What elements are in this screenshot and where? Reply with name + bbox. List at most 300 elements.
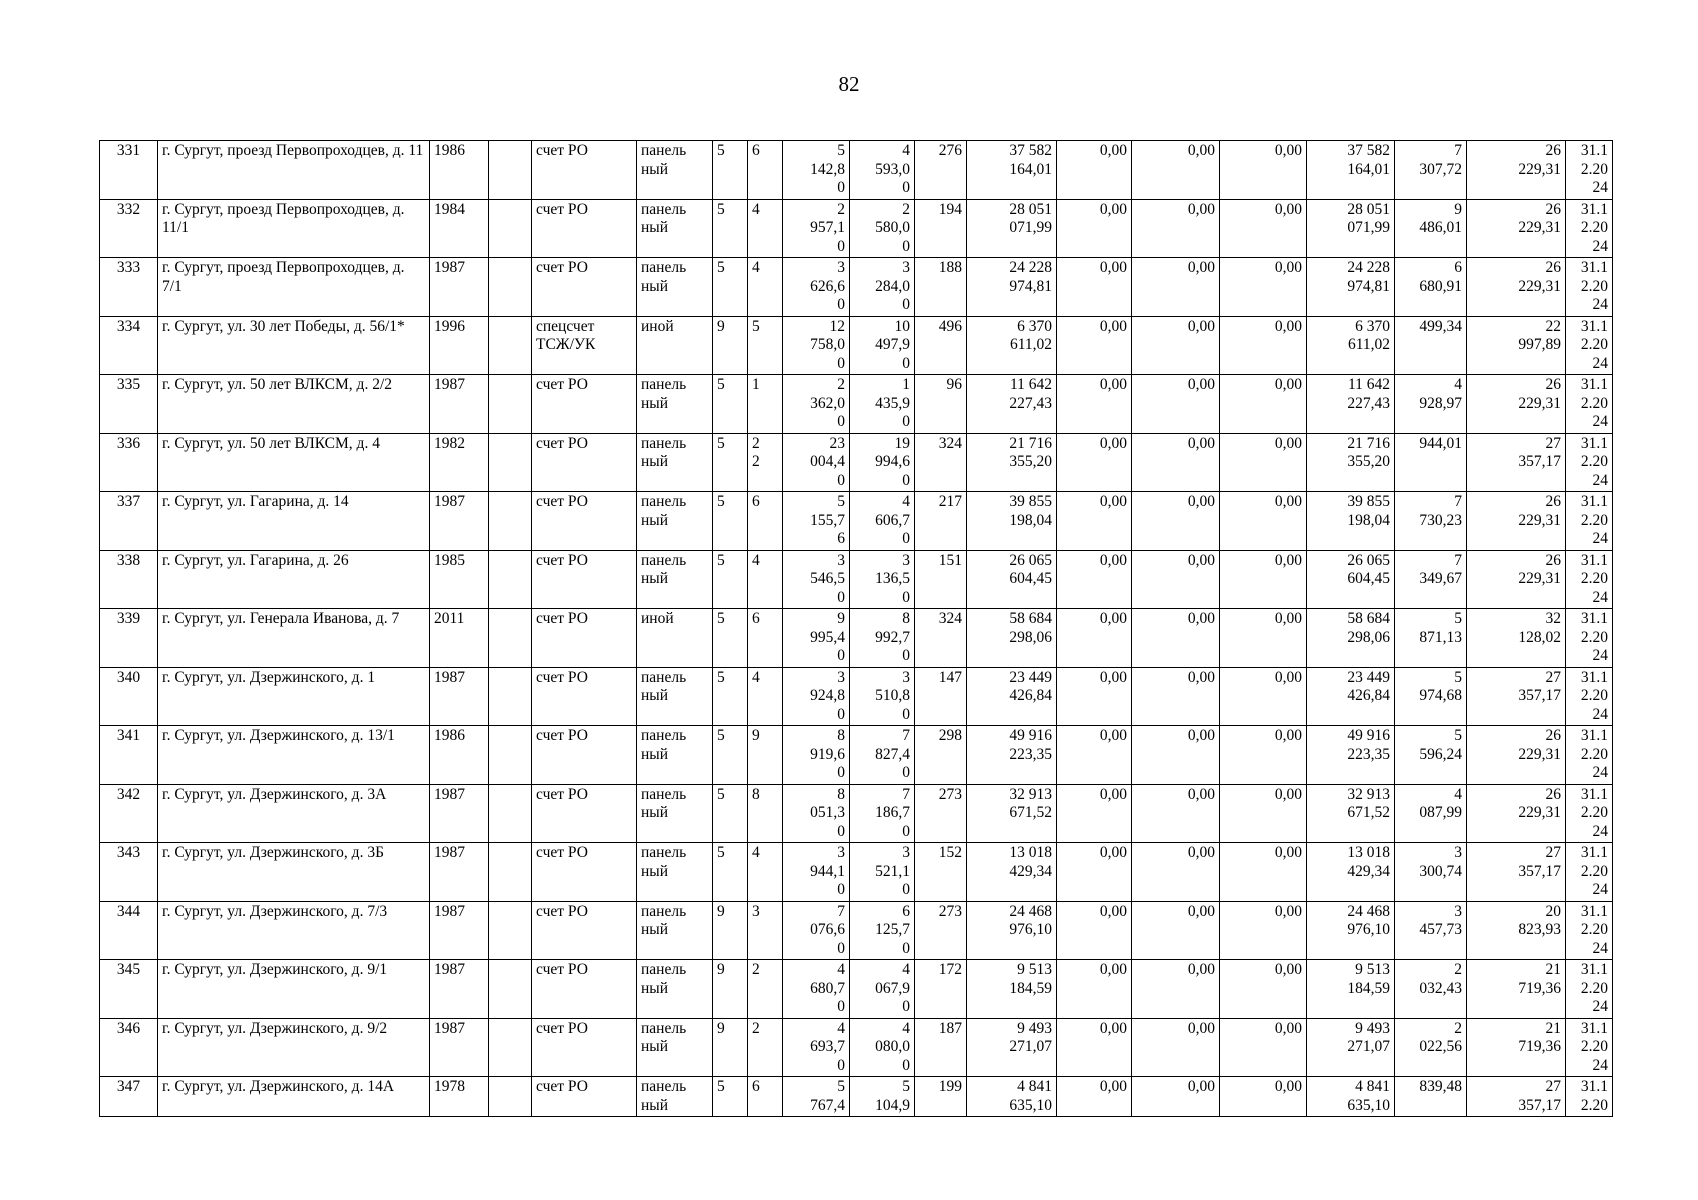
residents: 188 — [915, 258, 967, 317]
cost-owners: 24 468 976,10 — [1307, 901, 1395, 960]
table-row — [100, 1018, 1613, 1077]
cost-federal: 0,00 — [1057, 492, 1132, 551]
commission-year: 1987 — [430, 843, 489, 902]
residents: 194 — [915, 199, 967, 258]
commission-year: 1987 — [430, 667, 489, 726]
cost-federal: 0,00 — [1057, 316, 1132, 375]
cost-regional: 0,00 — [1132, 609, 1220, 668]
area-total: 5 767,4 — [783, 1077, 850, 1117]
residents: 273 — [915, 784, 967, 843]
cost-owners: 4 841 635,10 — [1307, 1077, 1395, 1117]
residents: 172 — [915, 960, 967, 1019]
area-total: 2 957,1 0 — [783, 199, 850, 258]
empty-cell — [489, 667, 532, 726]
commission-year: 1982 — [430, 433, 489, 492]
commission-year: 1987 — [430, 258, 489, 317]
empty-cell — [489, 199, 532, 258]
cost-per-sqm: 3 300,74 — [1395, 843, 1467, 902]
row-number: 333 — [100, 258, 158, 317]
commission-year: 1987 — [430, 960, 489, 1019]
cost-federal: 0,00 — [1057, 960, 1132, 1019]
residents: 324 — [915, 433, 967, 492]
deadline-date: 31.1 2.20 24 — [1566, 492, 1613, 551]
deadline-date: 31.1 2.20 24 — [1566, 141, 1613, 200]
floors: 5 — [713, 375, 748, 434]
cost-per-sqm: 7 349,67 — [1395, 550, 1467, 609]
cost-regional: 0,00 — [1132, 1018, 1220, 1077]
row-number: 335 — [100, 375, 158, 434]
floors: 9 — [713, 1018, 748, 1077]
cost-regional: 0,00 — [1132, 258, 1220, 317]
cost-regional: 0,00 — [1132, 1077, 1220, 1117]
table-row — [100, 141, 1613, 200]
cost-limit: 26 229,31 — [1467, 550, 1566, 609]
cost-owners: 39 855 198,04 — [1307, 492, 1395, 551]
wall-material: иной — [637, 609, 713, 668]
cost-limit: 26 229,31 — [1467, 492, 1566, 551]
empty-cell — [489, 901, 532, 960]
cost-local: 0,00 — [1220, 258, 1307, 317]
entrances: 9 — [748, 726, 783, 785]
cost-federal: 0,00 — [1057, 784, 1132, 843]
address: г. Сургут, ул. Дзержинского, д. 9/1 — [158, 960, 430, 1019]
deadline-date: 31.1 2.20 24 — [1566, 901, 1613, 960]
cost-local: 0,00 — [1220, 550, 1307, 609]
empty-cell — [489, 726, 532, 785]
housing-registry-table — [99, 140, 1613, 1117]
address: г. Сургут, ул. Дзержинского, д. 1 — [158, 667, 430, 726]
cost-per-sqm: 499,34 — [1395, 316, 1467, 375]
address: г. Сургут, ул. Дзержинского, д. 7/3 — [158, 901, 430, 960]
cost-regional: 0,00 — [1132, 843, 1220, 902]
cost-owners: 49 916 223,35 — [1307, 726, 1395, 785]
table-row — [100, 901, 1613, 960]
floors: 5 — [713, 609, 748, 668]
table-row — [100, 433, 1613, 492]
cost-total: 9 493 271,07 — [967, 1018, 1057, 1077]
entrances: 5 — [748, 316, 783, 375]
cost-federal: 0,00 — [1057, 1077, 1132, 1117]
cost-per-sqm: 2 022,56 — [1395, 1018, 1467, 1077]
floors: 5 — [713, 550, 748, 609]
table-row — [100, 258, 1613, 317]
cost-limit: 27 357,17 — [1467, 843, 1566, 902]
floors: 9 — [713, 316, 748, 375]
cost-local: 0,00 — [1220, 667, 1307, 726]
fund-method: счет РО — [532, 141, 637, 200]
floors: 5 — [713, 433, 748, 492]
table-row — [100, 960, 1613, 1019]
table-row — [100, 199, 1613, 258]
wall-material: панель ный — [637, 901, 713, 960]
cost-per-sqm: 7 730,23 — [1395, 492, 1467, 551]
cost-local: 0,00 — [1220, 433, 1307, 492]
fund-method: счет РО — [532, 901, 637, 960]
cost-limit: 26 229,31 — [1467, 258, 1566, 317]
area-total: 3 944,1 0 — [783, 843, 850, 902]
cost-per-sqm: 4 087,99 — [1395, 784, 1467, 843]
table-body — [100, 141, 1613, 1117]
fund-method: счет РО — [532, 1018, 637, 1077]
commission-year: 1986 — [430, 141, 489, 200]
residents: 217 — [915, 492, 967, 551]
area-living: 5 104,9 — [850, 1077, 915, 1117]
cost-local: 0,00 — [1220, 199, 1307, 258]
wall-material: панель ный — [637, 199, 713, 258]
cost-local: 0,00 — [1220, 1077, 1307, 1117]
cost-local: 0,00 — [1220, 316, 1307, 375]
floors: 9 — [713, 901, 748, 960]
cost-per-sqm: 839,48 — [1395, 1077, 1467, 1117]
cost-limit: 20 823,93 — [1467, 901, 1566, 960]
area-living: 3 284,0 0 — [850, 258, 915, 317]
fund-method: счет РО — [532, 609, 637, 668]
cost-federal: 0,00 — [1057, 726, 1132, 785]
empty-cell — [489, 843, 532, 902]
cost-owners: 9 513 184,59 — [1307, 960, 1395, 1019]
floors: 5 — [713, 199, 748, 258]
residents: 187 — [915, 1018, 967, 1077]
commission-year: 1987 — [430, 492, 489, 551]
fund-method: счет РО — [532, 199, 637, 258]
address: г. Сургут, ул. Генерала Иванова, д. 7 — [158, 609, 430, 668]
cost-local: 0,00 — [1220, 843, 1307, 902]
cost-per-sqm: 3 457,73 — [1395, 901, 1467, 960]
cost-federal: 0,00 — [1057, 258, 1132, 317]
entrances: 6 — [748, 609, 783, 668]
residents: 324 — [915, 609, 967, 668]
empty-cell — [489, 784, 532, 843]
residents: 199 — [915, 1077, 967, 1117]
fund-method: спецсчет ТСЖ/УК — [532, 316, 637, 375]
area-living: 2 580,0 0 — [850, 199, 915, 258]
cost-total: 4 841 635,10 — [967, 1077, 1057, 1117]
cost-local: 0,00 — [1220, 375, 1307, 434]
area-total: 12 758,0 0 — [783, 316, 850, 375]
residents: 276 — [915, 141, 967, 200]
cost-total: 11 642 227,43 — [967, 375, 1057, 434]
cost-limit: 26 229,31 — [1467, 375, 1566, 434]
row-number: 334 — [100, 316, 158, 375]
fund-method: счет РО — [532, 667, 637, 726]
floors: 5 — [713, 784, 748, 843]
commission-year: 2011 — [430, 609, 489, 668]
cost-owners: 9 493 271,07 — [1307, 1018, 1395, 1077]
empty-cell — [489, 492, 532, 551]
cost-federal: 0,00 — [1057, 375, 1132, 434]
table-row — [100, 375, 1613, 434]
entrances: 3 — [748, 901, 783, 960]
area-total: 23 004,4 0 — [783, 433, 850, 492]
empty-cell — [489, 375, 532, 434]
area-living: 7 827,4 0 — [850, 726, 915, 785]
commission-year: 1996 — [430, 316, 489, 375]
area-total: 5 142,8 0 — [783, 141, 850, 200]
deadline-date: 31.1 2.20 24 — [1566, 199, 1613, 258]
row-number: 341 — [100, 726, 158, 785]
cost-total: 28 051 071,99 — [967, 199, 1057, 258]
cost-local: 0,00 — [1220, 609, 1307, 668]
commission-year: 1987 — [430, 901, 489, 960]
cost-regional: 0,00 — [1132, 433, 1220, 492]
cost-per-sqm: 5 871,13 — [1395, 609, 1467, 668]
residents: 152 — [915, 843, 967, 902]
cost-owners: 58 684 298,06 — [1307, 609, 1395, 668]
commission-year: 1987 — [430, 375, 489, 434]
fund-method: счет РО — [532, 1077, 637, 1117]
cost-total: 9 513 184,59 — [967, 960, 1057, 1019]
table-row — [100, 609, 1613, 668]
fund-method: счет РО — [532, 258, 637, 317]
cost-owners: 11 642 227,43 — [1307, 375, 1395, 434]
area-total: 5 155,7 6 — [783, 492, 850, 551]
cost-total: 24 228 974,81 — [967, 258, 1057, 317]
commission-year: 1987 — [430, 784, 489, 843]
commission-year: 1986 — [430, 726, 489, 785]
cost-regional: 0,00 — [1132, 726, 1220, 785]
area-total: 2 362,0 0 — [783, 375, 850, 434]
cost-per-sqm: 4 928,97 — [1395, 375, 1467, 434]
cost-regional: 0,00 — [1132, 375, 1220, 434]
wall-material: панель ный — [637, 784, 713, 843]
floors: 5 — [713, 726, 748, 785]
wall-material: панель ный — [637, 1077, 713, 1117]
cost-local: 0,00 — [1220, 960, 1307, 1019]
row-number: 332 — [100, 199, 158, 258]
address: г. Сургут, ул. Дзержинского, д. 9/2 — [158, 1018, 430, 1077]
address: г. Сургут, ул. Гагарина, д. 26 — [158, 550, 430, 609]
address: г. Сургут, ул. Дзержинского, д. 3А — [158, 784, 430, 843]
address: г. Сургут, ул. 50 лет ВЛКСМ, д. 4 — [158, 433, 430, 492]
commission-year: 1985 — [430, 550, 489, 609]
table-row — [100, 667, 1613, 726]
residents: 273 — [915, 901, 967, 960]
address: г. Сургут, ул. 30 лет Победы, д. 56/1* — [158, 316, 430, 375]
entrances: 2 2 — [748, 433, 783, 492]
entrances: 6 — [748, 492, 783, 551]
row-number: 331 — [100, 141, 158, 200]
entrances: 6 — [748, 141, 783, 200]
address: г. Сургут, ул. Дзержинского, д. 14А — [158, 1077, 430, 1117]
entrances: 1 — [748, 375, 783, 434]
cost-total: 32 913 671,52 — [967, 784, 1057, 843]
fund-method: счет РО — [532, 375, 637, 434]
table-row — [100, 316, 1613, 375]
area-living: 4 593,0 0 — [850, 141, 915, 200]
cost-owners: 24 228 974,81 — [1307, 258, 1395, 317]
row-number: 340 — [100, 667, 158, 726]
table-row — [100, 492, 1613, 551]
residents: 96 — [915, 375, 967, 434]
cost-federal: 0,00 — [1057, 609, 1132, 668]
area-living: 3 136,5 0 — [850, 550, 915, 609]
fund-method: счет РО — [532, 843, 637, 902]
entrances: 8 — [748, 784, 783, 843]
empty-cell — [489, 1018, 532, 1077]
cost-owners: 21 716 355,20 — [1307, 433, 1395, 492]
cost-total: 26 065 604,45 — [967, 550, 1057, 609]
cost-regional: 0,00 — [1132, 492, 1220, 551]
cost-per-sqm: 7 307,72 — [1395, 141, 1467, 200]
area-living: 4 067,9 0 — [850, 960, 915, 1019]
deadline-date: 31.1 2.20 24 — [1566, 843, 1613, 902]
row-number: 337 — [100, 492, 158, 551]
cost-local: 0,00 — [1220, 784, 1307, 843]
area-living: 4 080,0 0 — [850, 1018, 915, 1077]
cost-local: 0,00 — [1220, 726, 1307, 785]
area-living: 6 125,7 0 — [850, 901, 915, 960]
empty-cell — [489, 609, 532, 668]
row-number: 336 — [100, 433, 158, 492]
deadline-date: 31.1 2.20 24 — [1566, 784, 1613, 843]
page-number: 82 — [838, 72, 860, 96]
area-total: 8 919,6 0 — [783, 726, 850, 785]
cost-federal: 0,00 — [1057, 433, 1132, 492]
area-living: 1 435,9 0 — [850, 375, 915, 434]
area-total: 9 995,4 0 — [783, 609, 850, 668]
address: г. Сургут, проезд Первопроходцев, д. 11 — [158, 141, 430, 200]
floors: 5 — [713, 843, 748, 902]
commission-year: 1978 — [430, 1077, 489, 1117]
cost-total: 37 582 164,01 — [967, 141, 1057, 200]
empty-cell — [489, 550, 532, 609]
area-total: 8 051,3 0 — [783, 784, 850, 843]
area-living: 3 521,1 0 — [850, 843, 915, 902]
cost-local: 0,00 — [1220, 1018, 1307, 1077]
cost-regional: 0,00 — [1132, 550, 1220, 609]
fund-method: счет РО — [532, 492, 637, 551]
cost-total: 58 684 298,06 — [967, 609, 1057, 668]
residents: 496 — [915, 316, 967, 375]
cost-owners: 37 582 164,01 — [1307, 141, 1395, 200]
cost-per-sqm: 6 680,91 — [1395, 258, 1467, 317]
table-row — [100, 550, 1613, 609]
table-row — [100, 784, 1613, 843]
table-row — [100, 843, 1613, 902]
area-total: 7 076,6 0 — [783, 901, 850, 960]
cost-limit: 22 997,89 — [1467, 316, 1566, 375]
cost-per-sqm: 5 974,68 — [1395, 667, 1467, 726]
cost-total: 21 716 355,20 — [967, 433, 1057, 492]
cost-per-sqm: 5 596,24 — [1395, 726, 1467, 785]
entrances: 4 — [748, 843, 783, 902]
cost-total: 49 916 223,35 — [967, 726, 1057, 785]
cost-federal: 0,00 — [1057, 199, 1132, 258]
cost-owners: 6 370 611,02 — [1307, 316, 1395, 375]
row-number: 347 — [100, 1077, 158, 1117]
entrances: 6 — [748, 1077, 783, 1117]
empty-cell — [489, 1077, 532, 1117]
cost-regional: 0,00 — [1132, 784, 1220, 843]
wall-material: панель ный — [637, 433, 713, 492]
cost-limit: 26 229,31 — [1467, 784, 1566, 843]
wall-material: панель ный — [637, 492, 713, 551]
cost-regional: 0,00 — [1132, 141, 1220, 200]
floors: 5 — [713, 258, 748, 317]
wall-material: панель ный — [637, 550, 713, 609]
deadline-date: 31.1 2.20 24 — [1566, 726, 1613, 785]
fund-method: счет РО — [532, 550, 637, 609]
empty-cell — [489, 960, 532, 1019]
row-number: 338 — [100, 550, 158, 609]
cost-per-sqm: 2 032,43 — [1395, 960, 1467, 1019]
wall-material: панель ный — [637, 843, 713, 902]
cost-regional: 0,00 — [1132, 199, 1220, 258]
cost-owners: 13 018 429,34 — [1307, 843, 1395, 902]
address: г. Сургут, проезд Первопроходцев, д. 7/1 — [158, 258, 430, 317]
area-total: 4 693,7 0 — [783, 1018, 850, 1077]
cost-limit: 27 357,17 — [1467, 1077, 1566, 1117]
address: г. Сургут, ул. 50 лет ВЛКСМ, д. 2/2 — [158, 375, 430, 434]
cost-owners: 28 051 071,99 — [1307, 199, 1395, 258]
wall-material: панель ный — [637, 375, 713, 434]
deadline-date: 31.1 2.20 24 — [1566, 609, 1613, 668]
residents: 298 — [915, 726, 967, 785]
deadline-date: 31.1 2.20 24 — [1566, 1018, 1613, 1077]
cost-federal: 0,00 — [1057, 843, 1132, 902]
empty-cell — [489, 258, 532, 317]
entrances: 4 — [748, 667, 783, 726]
row-number: 339 — [100, 609, 158, 668]
row-number: 344 — [100, 901, 158, 960]
entrances: 4 — [748, 550, 783, 609]
wall-material: панель ный — [637, 726, 713, 785]
cost-federal: 0,00 — [1057, 1018, 1132, 1077]
area-total: 3 626,6 0 — [783, 258, 850, 317]
deadline-date: 31.1 2.20 24 — [1566, 550, 1613, 609]
table-row — [100, 726, 1613, 785]
cost-federal: 0,00 — [1057, 141, 1132, 200]
wall-material: панель ный — [637, 960, 713, 1019]
entrances: 4 — [748, 199, 783, 258]
cost-limit: 26 229,31 — [1467, 141, 1566, 200]
area-living: 19 994,6 0 — [850, 433, 915, 492]
cost-regional: 0,00 — [1132, 960, 1220, 1019]
fund-method: счет РО — [532, 960, 637, 1019]
commission-year: 1984 — [430, 199, 489, 258]
cost-local: 0,00 — [1220, 141, 1307, 200]
deadline-date: 31.1 2.20 24 — [1566, 375, 1613, 434]
wall-material: панель ный — [637, 141, 713, 200]
cost-limit: 21 719,36 — [1467, 960, 1566, 1019]
cost-federal: 0,00 — [1057, 667, 1132, 726]
cost-total: 6 370 611,02 — [967, 316, 1057, 375]
wall-material: панель ный — [637, 258, 713, 317]
deadline-date: 31.1 2.20 — [1566, 1077, 1613, 1117]
row-number: 346 — [100, 1018, 158, 1077]
deadline-date: 31.1 2.20 24 — [1566, 960, 1613, 1019]
address: г. Сургут, ул. Дзержинского, д. 3Б — [158, 843, 430, 902]
row-number: 343 — [100, 843, 158, 902]
floors: 5 — [713, 667, 748, 726]
floors: 5 — [713, 492, 748, 551]
address: г. Сургут, ул. Гагарина, д. 14 — [158, 492, 430, 551]
empty-cell — [489, 141, 532, 200]
cost-total: 23 449 426,84 — [967, 667, 1057, 726]
cost-owners: 32 913 671,52 — [1307, 784, 1395, 843]
empty-cell — [489, 316, 532, 375]
cost-owners: 23 449 426,84 — [1307, 667, 1395, 726]
area-total: 3 924,8 0 — [783, 667, 850, 726]
fund-method: счет РО — [532, 433, 637, 492]
row-number: 345 — [100, 960, 158, 1019]
cost-owners: 26 065 604,45 — [1307, 550, 1395, 609]
cost-per-sqm: 9 486,01 — [1395, 199, 1467, 258]
entrances: 2 — [748, 1018, 783, 1077]
cost-limit: 26 229,31 — [1467, 726, 1566, 785]
cost-total: 39 855 198,04 — [967, 492, 1057, 551]
cost-federal: 0,00 — [1057, 550, 1132, 609]
